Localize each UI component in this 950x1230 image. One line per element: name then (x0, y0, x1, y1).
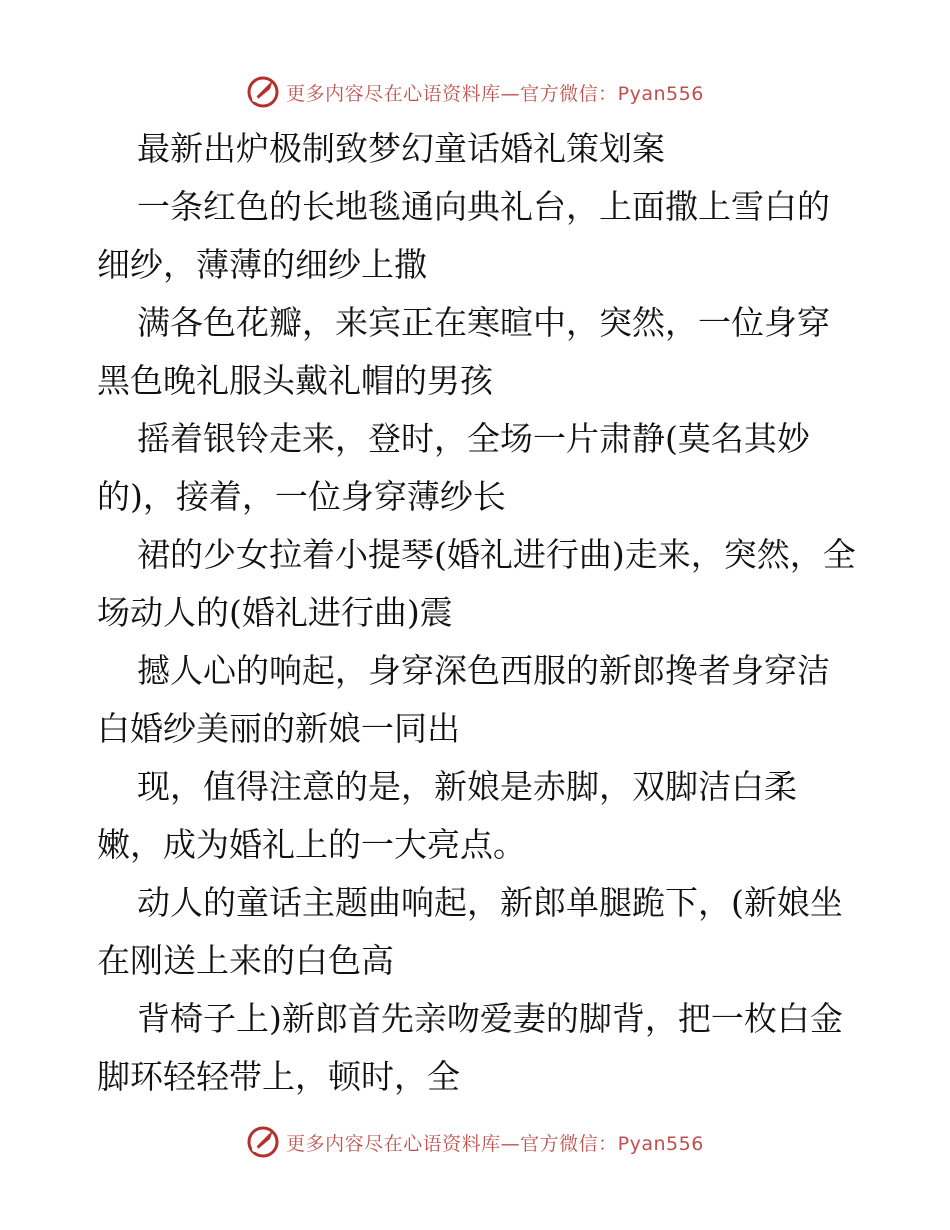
quill-seal-logo-icon (246, 75, 280, 109)
paragraph: 一条红色的长地毯通向典礼台，上面撒上雪白的细纱，薄薄的细纱上撒 (97, 187, 830, 284)
document-title: 最新出炉极制致梦幻童话婚礼策划案 (137, 129, 665, 168)
quill-seal-logo-icon (246, 1125, 280, 1159)
header-banner-text[interactable]: 更多内容尽在心语资料库—官方微信：Pyan556 (286, 82, 704, 105)
paragraph: 摇着银铃走来，登时，全场一片肃静(莫名其妙的)，接着，一位身穿薄纱长 (97, 419, 810, 516)
paragraph: 现，值得注意的是，新娘是赤脚，双脚洁白柔嫩，成为婚礼上的一大亮点。 (97, 767, 797, 864)
footer-banner (0, 1122, 950, 1162)
document-body (97, 120, 857, 1106)
footer-banner-text[interactable]: 更多内容尽在心语资料库—官方微信：Pyan556 (286, 1132, 704, 1155)
header-banner (0, 72, 950, 112)
paragraph: 背椅子上)新郎首先亲吻爱妻的脚背，把一枚白金脚环轻轻带上，顿时，全 (97, 999, 843, 1096)
paragraph: 裙的少女拉着小提琴(婚礼进行曲)走来，突然，全场动人的(婚礼进行曲)震 (97, 535, 856, 632)
paragraph: 撼人心的响起，身穿深色西服的新郎搀者身穿洁白婚纱美丽的新娘一同出 (97, 651, 830, 748)
paragraph: 满各色花瓣，来宾正在寒暄中，突然，一位身穿黑色晚礼服头戴礼帽的男孩 (97, 303, 830, 400)
paragraph: 动人的童话主题曲响起，新郎单腿跪下，(新娘坐在刚送上来的白色高 (97, 883, 843, 980)
